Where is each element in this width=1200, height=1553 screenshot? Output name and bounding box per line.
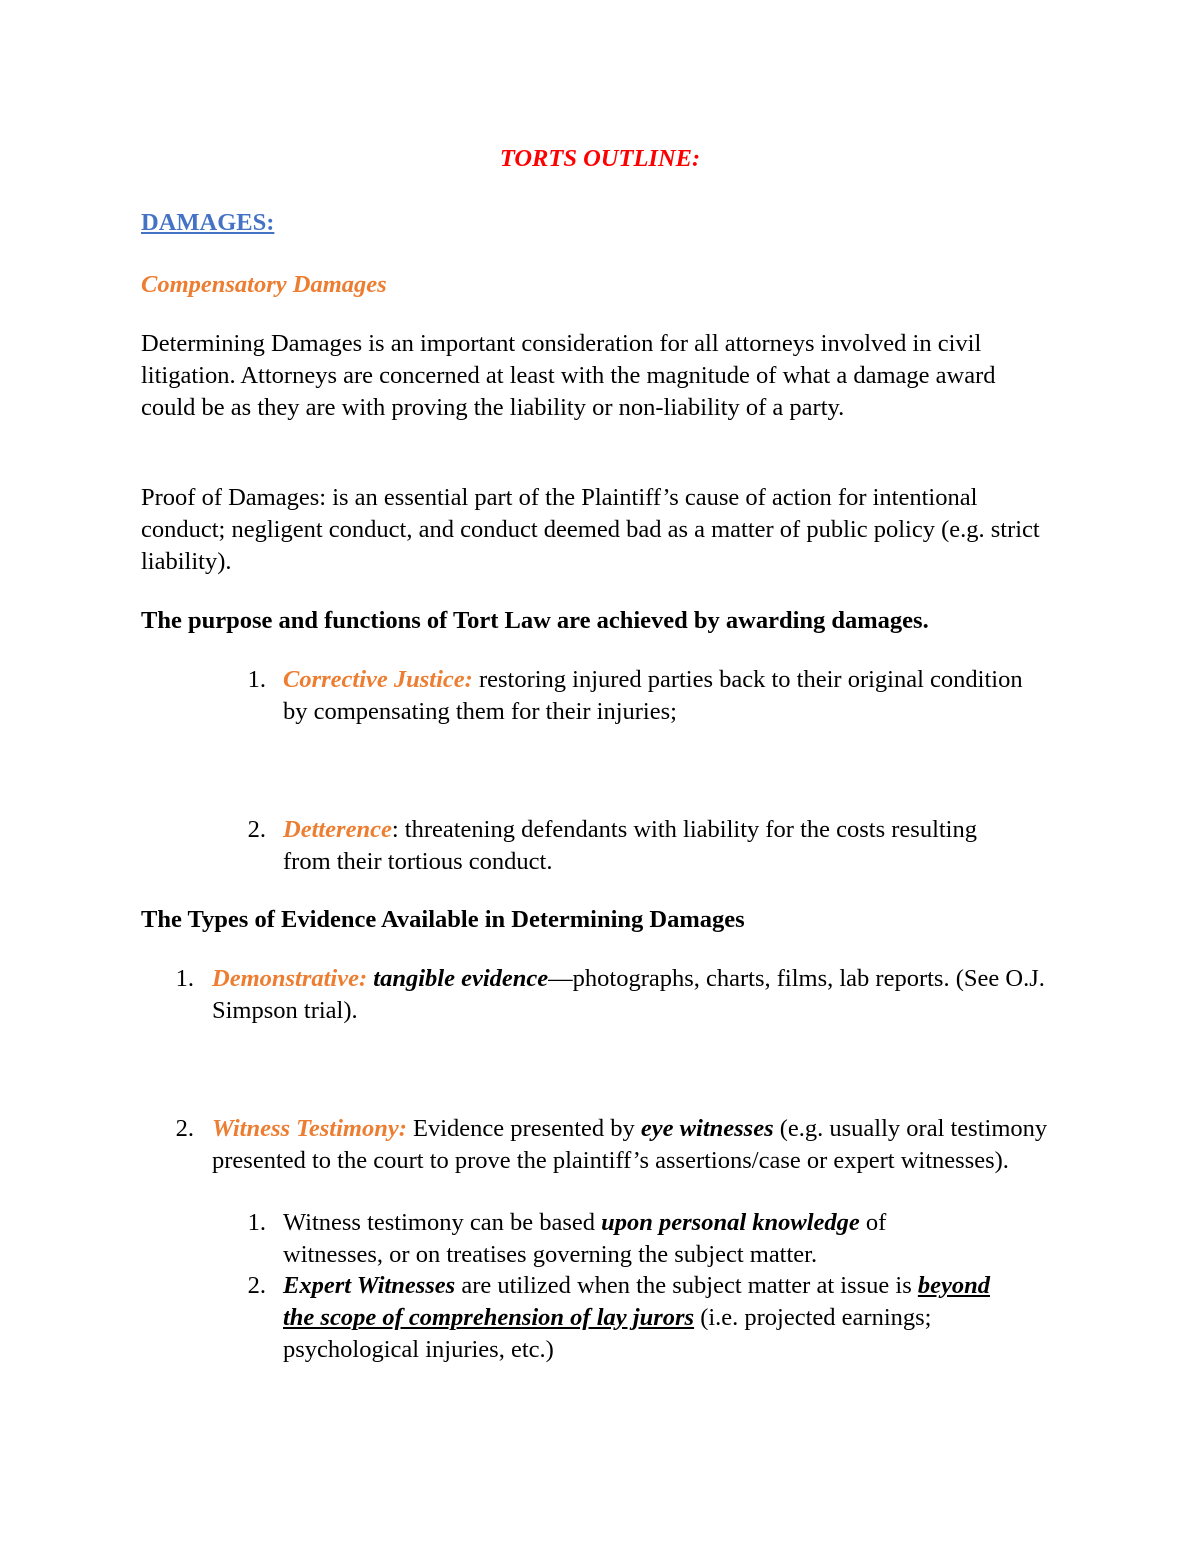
evidence-heading: The Types of Evidence Available in Determining Damages — [141, 906, 745, 933]
item-text-b: of witnesses, or on treatises governing the subject matter. — [283, 1209, 887, 1268]
term-description: —photographs, charts, films, lab reports. (See O.J. Simpson trial). — [212, 965, 1045, 1024]
emphasis-beyond-scope: beyond the scope of comprehension of lay jurors — [283, 1272, 990, 1331]
emphasis-personal-knowledge: upon personal knowledge — [601, 1209, 860, 1236]
item-text-b: (i.e. projected earnings; psychological injuries, etc.) — [283, 1304, 932, 1363]
paragraph-determining-damages: Determining Damages is an important consideration for all attorneys involved in civil litigation. Attorneys are concerned at least with the magnitude of what a damage award could be as they are with proving the liability or non-liability of a party. — [141, 330, 996, 421]
section-heading-damages: DAMAGES: — [141, 209, 275, 236]
emphasis-expert-witnesses: Expert Witnesses — [283, 1272, 456, 1299]
list-item-text — [283, 814, 983, 878]
list-number: 2. — [247, 1272, 266, 1299]
item-text-a: Witness testimony can be based — [283, 1209, 602, 1236]
term-corrective-justice: Corrective Justice: — [283, 666, 473, 693]
list-number: 1. — [175, 965, 194, 992]
term-deterrence: Detterence — [283, 816, 392, 843]
list-number: 1. — [247, 1209, 266, 1236]
subsection-heading-compensatory: Compensatory Damages — [141, 271, 387, 298]
term-description-a: Evidence presented by — [406, 1115, 641, 1142]
list-item-text — [283, 1207, 983, 1271]
list-item-text — [212, 963, 1052, 1027]
paragraph-proof-of-damages: Proof of Damages: is an essential part of the Plaintiff’s cause of action for intentional conduct; negligent conduct, and conduct deemed bad as a matter of public policy (e.g. strict liability). — [141, 484, 1040, 575]
list-number: 2. — [175, 1115, 194, 1142]
term-description-b: (e.g. usually oral testimony presented to the court to prove the plaintiff’s assertions/case or expert witnesses). — [212, 1115, 1048, 1174]
purpose-heading: The purpose and functions of Tort Law are achieved by awarding damages. — [141, 607, 929, 634]
term-description: restoring injured parties back to their original condition by compensating them for their injuries; — [283, 666, 1023, 725]
emphasis-tangible-evidence: tangible evidence — [373, 965, 549, 992]
term-demonstrative: Demonstrative: — [212, 965, 368, 992]
list-item-text — [283, 664, 1023, 728]
list-number: 1. — [247, 666, 266, 693]
emphasis-eye-witnesses: eye witnesses — [640, 1115, 774, 1142]
list-item-text — [283, 1270, 1023, 1366]
term-description: : threatening defendants with liability for the costs resulting from their tortious conduct. — [283, 816, 977, 875]
list-item-text — [212, 1113, 1052, 1177]
page-title: TORTS OUTLINE: — [499, 145, 701, 172]
term-witness-testimony: Witness Testimony: — [212, 1115, 407, 1142]
item-text-a: are utilized when the subject matter at issue is — [455, 1272, 918, 1299]
list-number: 2. — [247, 816, 266, 843]
